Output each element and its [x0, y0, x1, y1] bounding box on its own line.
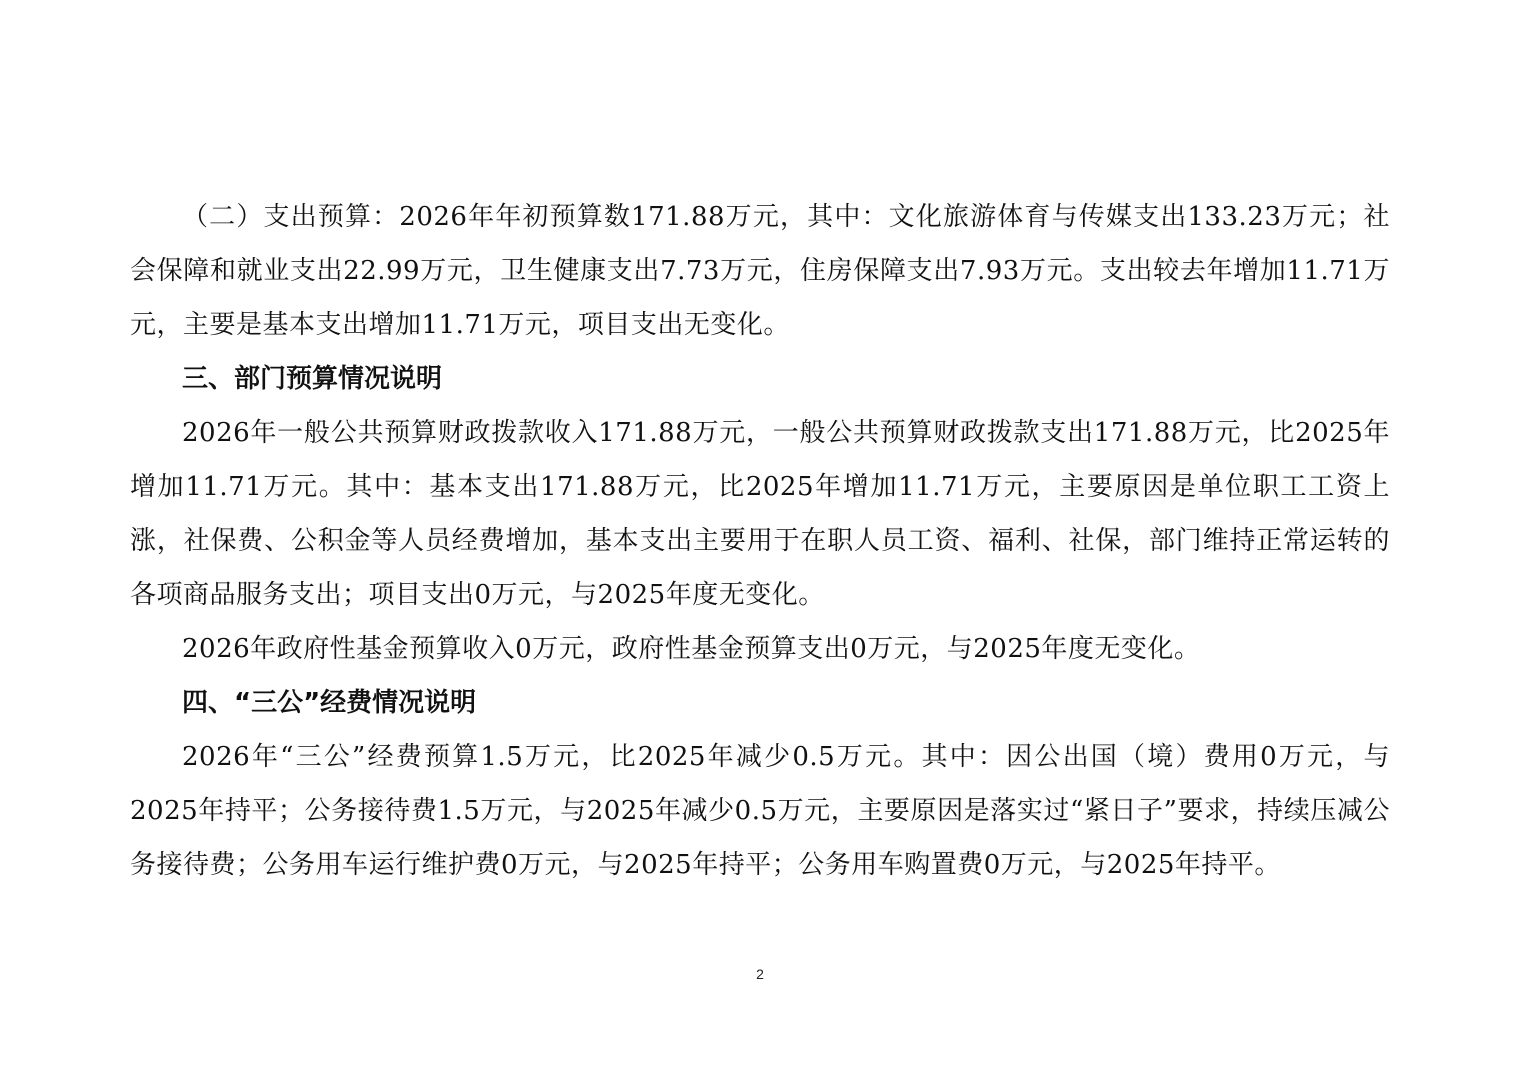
- paragraph-government-fund-budget: 2026年政府性基金预算收入0万元，政府性基金预算支出0万元，与2025年度无变化。: [182, 634, 1201, 664]
- section-heading-department-budget: 三、部门预算情况说明: [182, 364, 443, 394]
- paragraph-general-public-budget: 2026年一般公共预算财政拨款收入171.88万元，一般公共预算财政拨款支出171.88万元，比2025年增加11.71万元。其中：基本支出171.88万元，比2025年增加11.71万元，主要原因是单位职工工资上涨，社保费、公积金等人员经费增加，基本支出主要用于在职人员工资、福利、社保，部门维持正常运转的各项商品服务支出；项目支出0万元，与2025年度无变化。: [130, 418, 1390, 610]
- paragraph-expenditure-budget: （二）支出预算：2026年年初预算数171.88万元，其中：文化旅游体育与传媒支出133.23万元；社会保障和就业支出22.99万元，卫生健康支出7.73万元，住房保障支出7.93万元。支出较去年增加11.71万元，主要是基本支出增加11.71万元，项目支出无变化。: [130, 202, 1390, 340]
- document-body: [130, 190, 1390, 892]
- page-number: 2: [756, 966, 764, 982]
- paragraph-three-public-expenses: 2026年“三公”经费预算1.5万元，比2025年减少0.5万元。其中：因公出国（境）费用0万元，与2025年持平；公务接待费1.5万元，与2025年减少0.5万元，主要原因是落实过“紧日子”要求，持续压减公务接待费；公务用车运行维护费0万元，与2025年持平；公务用车购置费0万元，与2025年持平。: [130, 742, 1390, 880]
- section-heading-three-public-expenses: 四、“三公”经费情况说明: [182, 688, 477, 718]
